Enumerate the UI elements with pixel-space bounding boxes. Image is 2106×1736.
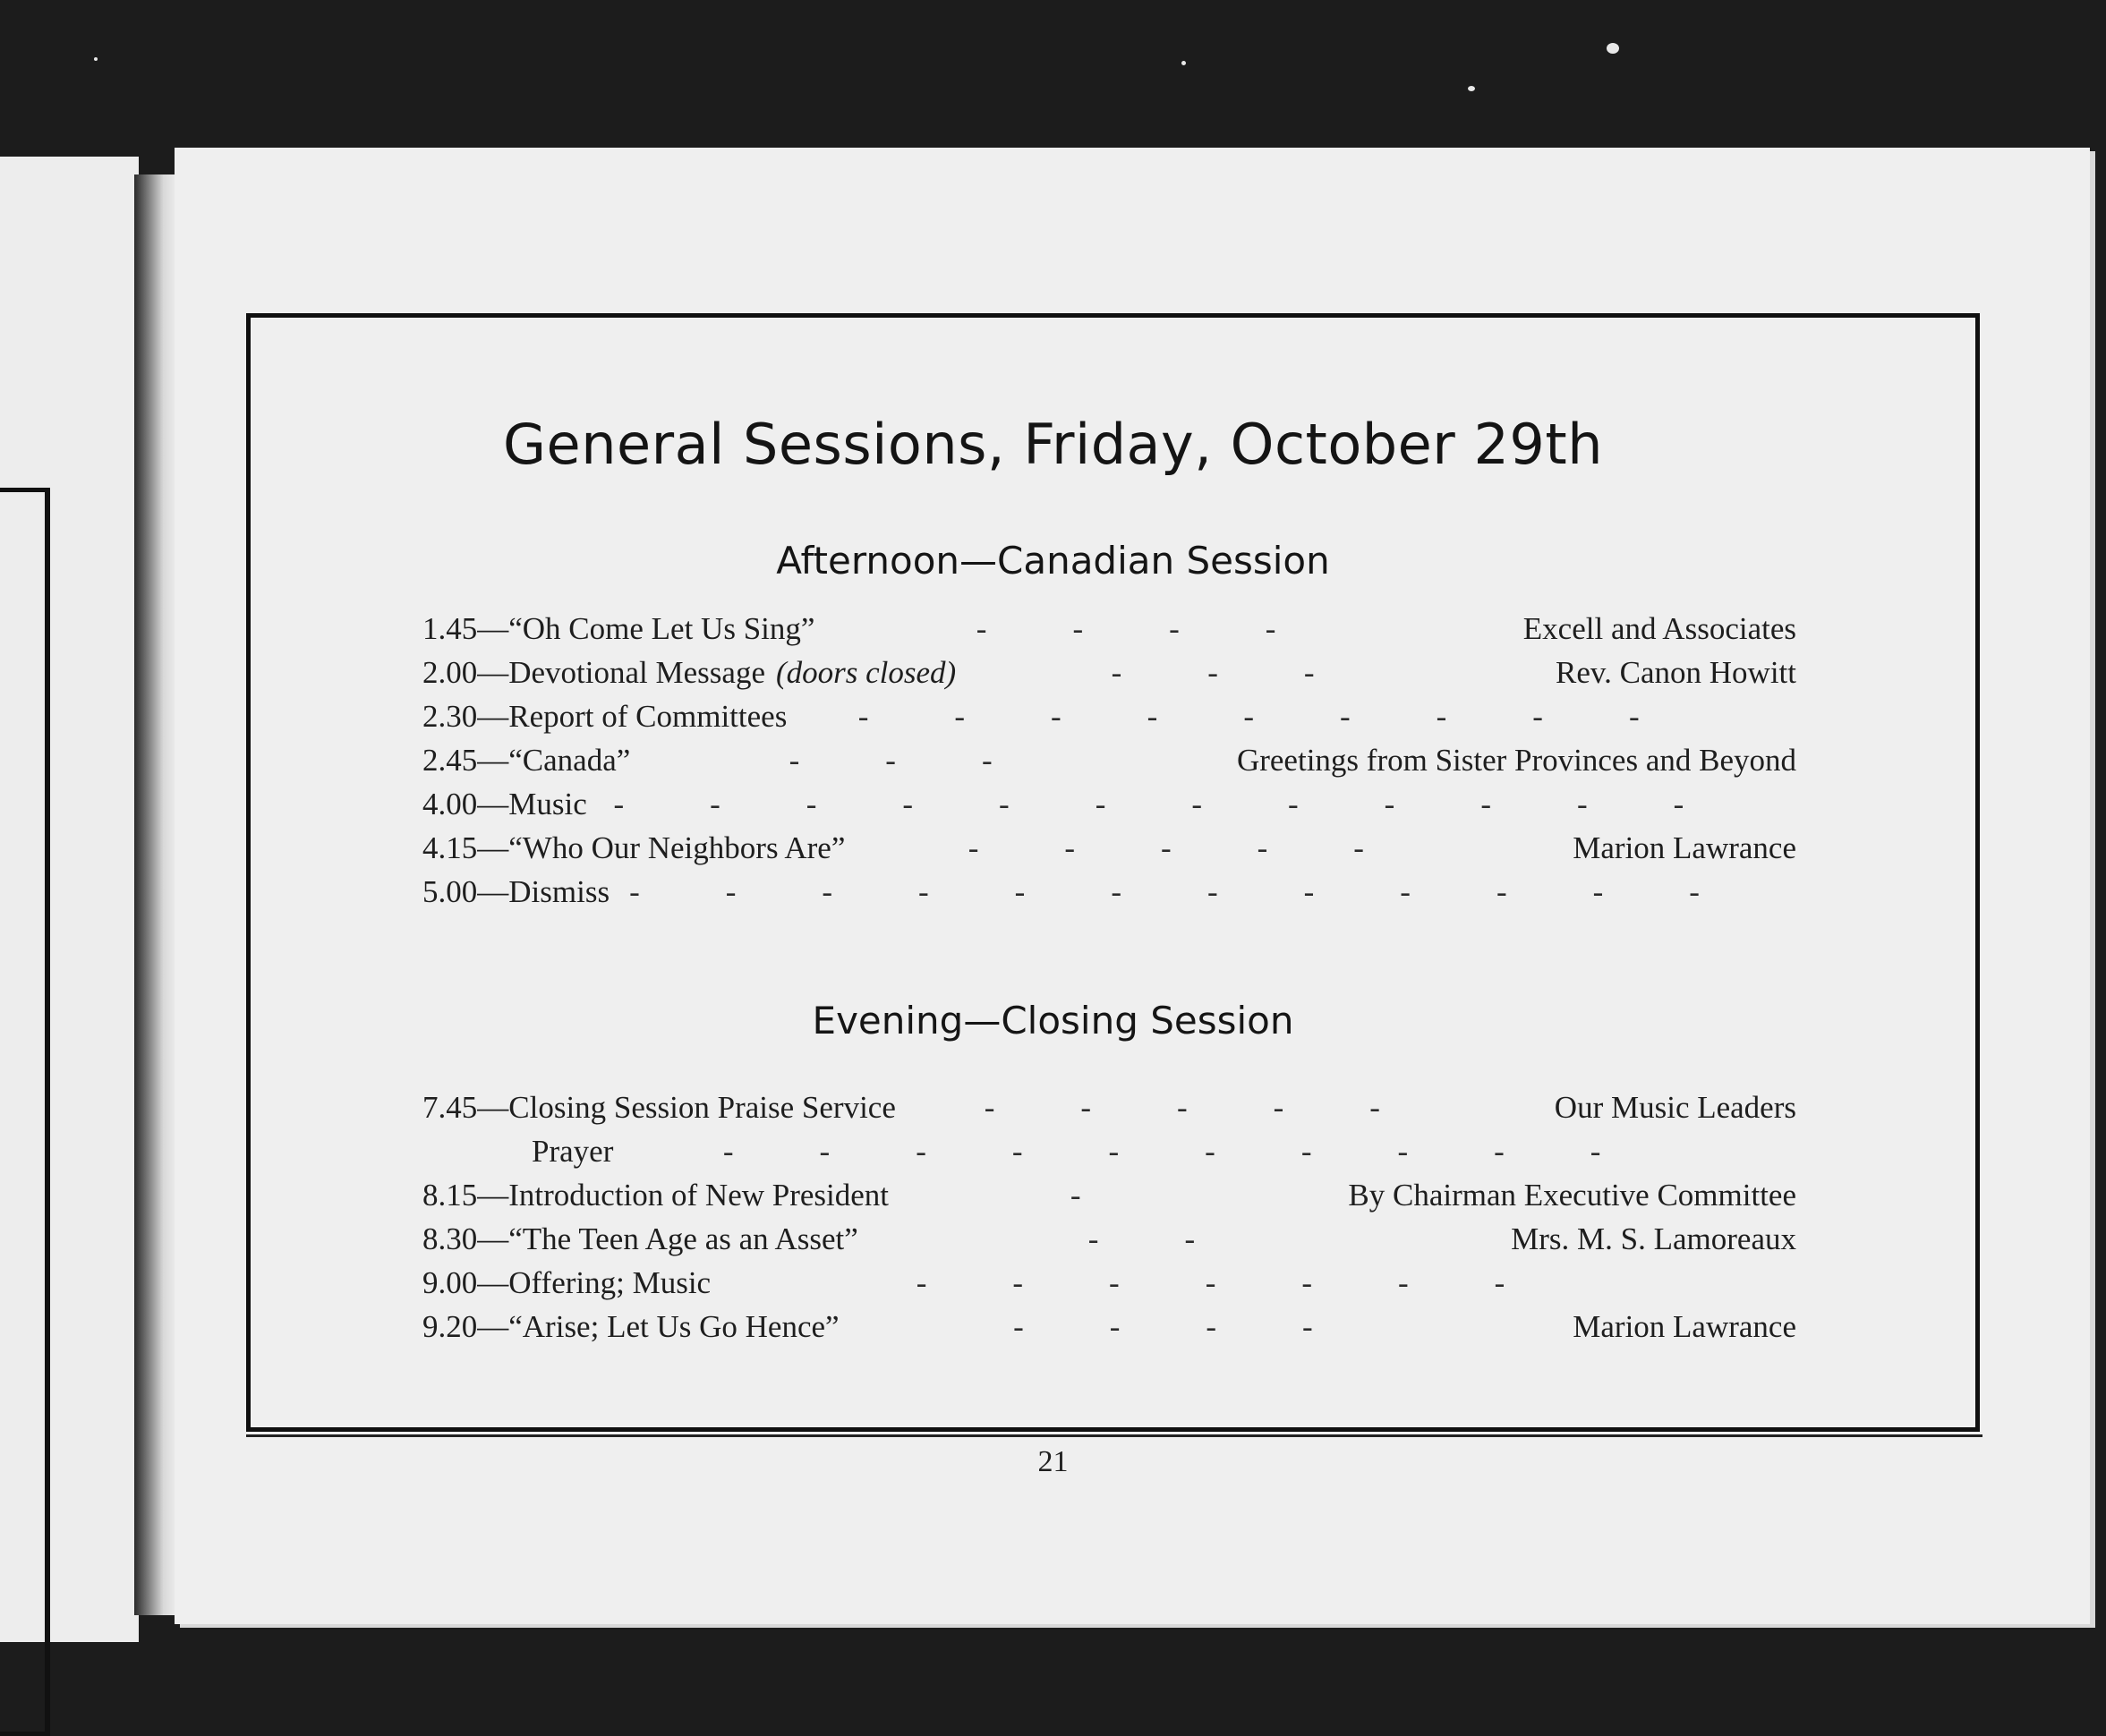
row-title: Music bbox=[508, 787, 587, 821]
row-title: “The Teen Age as an Asset” bbox=[508, 1221, 858, 1256]
dash-leader: --- bbox=[789, 743, 1079, 778]
row-title: Devotional Message bbox=[508, 655, 765, 690]
dash-leader: ------------ bbox=[629, 874, 1786, 909]
row-note: (doors closed) bbox=[775, 655, 957, 690]
left-page-border bbox=[0, 488, 50, 1736]
dust-speck bbox=[1181, 61, 1186, 65]
schedule-row bbox=[422, 743, 1796, 787]
dash-leader: - bbox=[1070, 1178, 1167, 1213]
row-time: 4.15— bbox=[422, 830, 509, 865]
dash-leader: ----- bbox=[968, 830, 1450, 865]
row-time: 2.00— bbox=[422, 655, 509, 690]
left-page bbox=[0, 157, 139, 1642]
row-speaker: By Chairman Executive Committee bbox=[1348, 1178, 1796, 1213]
dash-leader: -- bbox=[1087, 1221, 1282, 1256]
dust-speck bbox=[94, 57, 98, 61]
dash-leader: ---- bbox=[976, 611, 1362, 646]
row-speaker: Marion Lawrance bbox=[1573, 830, 1796, 865]
dash-leader: ------------ bbox=[613, 787, 1770, 821]
row-title: Closing Session Praise Service bbox=[508, 1090, 896, 1125]
frame-bottom-rule bbox=[246, 1434, 1982, 1437]
row-title: Report of Committees bbox=[508, 699, 788, 734]
row-title: Offering; Music bbox=[508, 1265, 712, 1300]
row-speaker: Mrs. M. S. Lamoreaux bbox=[1511, 1221, 1796, 1256]
row-title: “Arise; Let Us Go Hence” bbox=[508, 1309, 840, 1344]
row-title: “Who Our Neighbors Are” bbox=[508, 830, 846, 865]
page-number: 21 bbox=[1037, 1445, 1069, 1478]
book-gutter bbox=[134, 174, 179, 1615]
row-title: Dismiss bbox=[508, 874, 610, 909]
afternoon-section-heading: Afternoon—Canadian Session bbox=[776, 539, 1330, 583]
evening-section-heading: Evening—Closing Session bbox=[812, 999, 1294, 1042]
schedule-row bbox=[422, 1309, 1796, 1353]
schedule-row bbox=[422, 787, 1796, 830]
dust-speck bbox=[1607, 43, 1619, 54]
schedule-row bbox=[422, 1178, 1796, 1221]
row-time: 9.20— bbox=[422, 1309, 509, 1344]
row-speaker: Marion Lawrance bbox=[1573, 1309, 1796, 1344]
row-time: 1.45— bbox=[422, 611, 509, 646]
dust-speck bbox=[1468, 86, 1475, 91]
schedule-row bbox=[422, 874, 1796, 918]
evening-schedule bbox=[422, 1090, 1796, 1353]
page-title: General Sessions, Friday, October 29th bbox=[503, 412, 1603, 477]
row-time: 7.45— bbox=[422, 1090, 509, 1125]
dash-leader: ---------- bbox=[722, 1134, 1687, 1169]
dash-leader: ---- bbox=[1013, 1309, 1399, 1344]
schedule-row bbox=[422, 1134, 1796, 1178]
schedule-row bbox=[422, 830, 1796, 874]
schedule-row bbox=[422, 699, 1796, 743]
row-speaker: Our Music Leaders bbox=[1554, 1090, 1796, 1125]
row-time: 5.00— bbox=[422, 874, 509, 909]
row-title: Introduction of New President bbox=[508, 1178, 890, 1213]
afternoon-schedule bbox=[422, 611, 1796, 918]
row-speaker: Greetings from Sister Provinces and Beyond bbox=[1236, 743, 1796, 778]
row-time: 8.15— bbox=[422, 1178, 509, 1213]
row-time: 9.00— bbox=[422, 1265, 509, 1300]
row-time: 2.30— bbox=[422, 699, 509, 734]
row-time: 8.30— bbox=[422, 1221, 509, 1256]
row-title: Prayer bbox=[532, 1134, 614, 1169]
row-time: 2.45— bbox=[422, 743, 509, 778]
row-speaker: Excell and Associates bbox=[1522, 611, 1796, 646]
row-title: “Canada” bbox=[508, 743, 631, 778]
row-speaker: Rev. Canon Howitt bbox=[1556, 655, 1796, 690]
dash-leader: --------- bbox=[857, 699, 1726, 734]
schedule-row bbox=[422, 1090, 1796, 1134]
schedule-row bbox=[422, 611, 1796, 655]
schedule-row bbox=[422, 655, 1796, 699]
schedule-row bbox=[422, 1221, 1796, 1265]
row-title: “Oh Come Let Us Sing” bbox=[508, 611, 815, 646]
dash-leader: ----- bbox=[984, 1090, 1466, 1125]
row-time: 4.00— bbox=[422, 787, 509, 821]
dash-leader: ------- bbox=[916, 1265, 1591, 1300]
dash-leader: --- bbox=[1111, 655, 1401, 690]
schedule-row bbox=[422, 1265, 1796, 1309]
